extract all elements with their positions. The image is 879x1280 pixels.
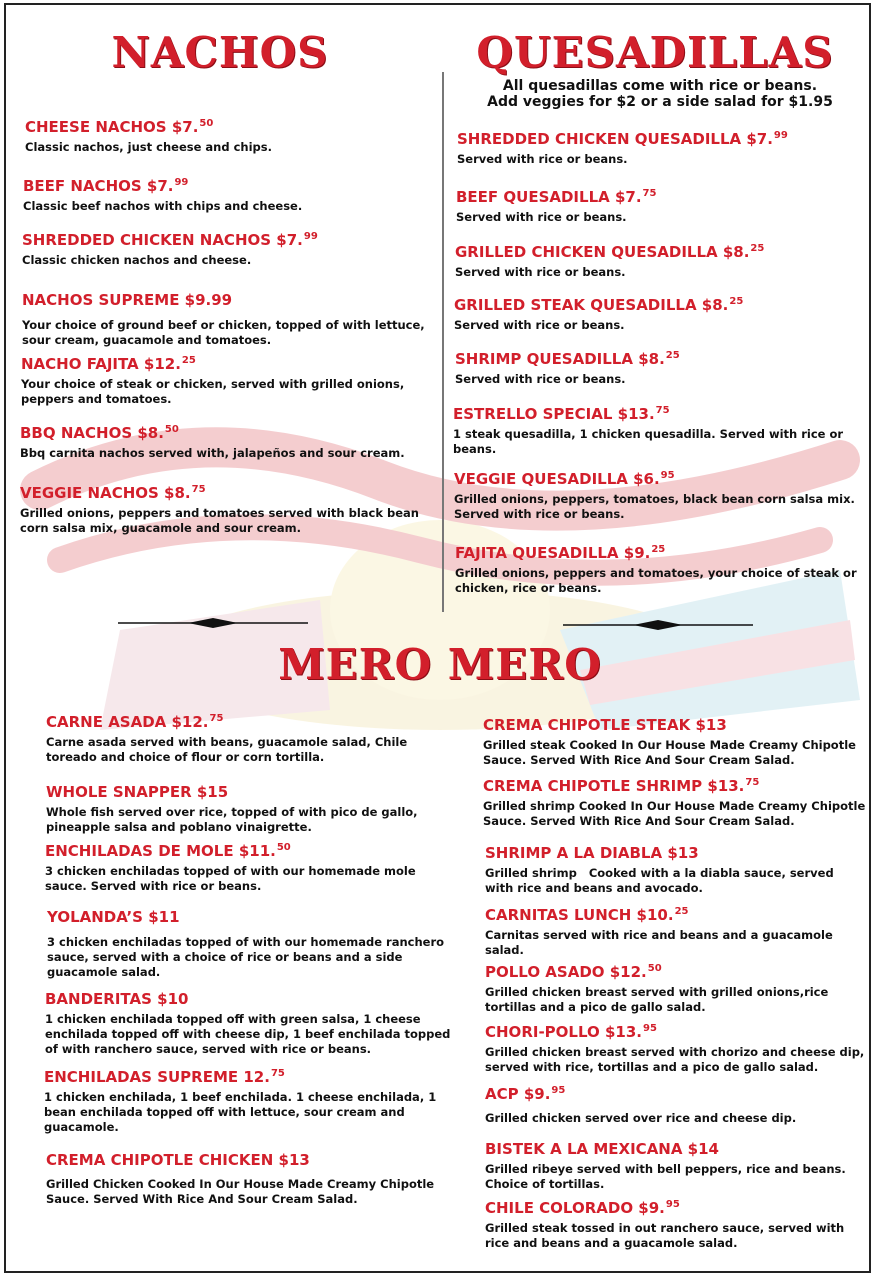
item-cents: 25 xyxy=(665,350,680,361)
item-cents: 50 xyxy=(164,424,179,435)
item-name: CHILE COLORADO $9. xyxy=(485,1199,665,1217)
item-description: Grilled ribeye served with bell peppers, rice and beans. Choice of tortillas. xyxy=(485,1162,846,1191)
menu-item xyxy=(44,1065,444,1135)
item-description: Served with rice or beans. xyxy=(454,318,625,332)
item-cents: 95 xyxy=(660,470,675,481)
menu-item xyxy=(483,713,868,768)
menu-item xyxy=(485,1137,865,1192)
menu-item xyxy=(45,987,455,1057)
item-cents: 75 xyxy=(209,713,224,724)
item-name: SHREDDED CHICKEN NACHOS $7. xyxy=(22,231,303,249)
item-cents: 50 xyxy=(199,118,214,129)
menu-item xyxy=(21,352,431,407)
item-name: ENCHILADAS DE MOLE $11. xyxy=(45,842,276,860)
item-name: FAJITA QUESADILLA $9. xyxy=(455,544,651,562)
item-name: BISTEK A LA MEXICANA $14 xyxy=(485,1140,719,1158)
quesadillas-heading: QUESADILLAS xyxy=(476,28,834,77)
item-name: SHRIMP QUESADILLA $8. xyxy=(455,350,665,368)
menu-item xyxy=(22,288,437,348)
item-name: SHREDDED CHICKEN QUESADILLA $7. xyxy=(457,130,773,148)
item-description: Served with rice or beans. xyxy=(457,152,628,166)
item-name: CREMA CHIPOTLE CHICKEN $13 xyxy=(46,1151,310,1169)
item-cents: 99 xyxy=(773,130,788,141)
menu-item xyxy=(47,905,447,980)
item-name: ENCHILADAS SUPREME 12. xyxy=(44,1068,270,1086)
item-description: Grilled shrimp Cooked In Our House Made Creamy Chipotle Sauce. Served With Rice And Sour Cream Salad. xyxy=(483,799,866,828)
item-cents: 99 xyxy=(303,231,318,242)
item-description: 1 steak quesadilla, 1 chicken quesadilla. Served with rice or beans. xyxy=(453,427,844,456)
item-description: 1 chicken enchilada, 1 beef enchilada. 1 cheese enchilada, 1 bean enchilada topped off with lettuce, sour cream and guacamole. xyxy=(44,1090,437,1134)
ornament-divider-right xyxy=(563,619,753,631)
item-description: Classic chicken nachos and cheese. xyxy=(22,253,252,267)
menu-item xyxy=(455,541,860,596)
menu-item xyxy=(46,780,441,835)
item-description: Classic beef nachos with chips and cheese. xyxy=(23,199,303,213)
item-description: 3 chicken enchiladas topped of with our homemade mole sauce. Served with rice or beans. xyxy=(45,864,416,893)
item-cents: 75 xyxy=(745,777,760,788)
menu-item xyxy=(454,293,859,333)
menu-item xyxy=(456,185,861,225)
menu-item xyxy=(20,421,430,461)
item-cents: 75 xyxy=(655,405,670,416)
menu-item xyxy=(20,481,435,536)
item-description: Carne asada served with beans, guacamole salad, Chile toreado and choice of flour or corn tortilla. xyxy=(46,735,408,764)
menu-item xyxy=(485,1082,865,1126)
item-cents: 75 xyxy=(191,484,206,495)
item-name: GRILLED CHICKEN QUESADILLA $8. xyxy=(455,243,750,261)
ornament-divider-left xyxy=(118,617,308,629)
item-cents: 95 xyxy=(642,1023,657,1034)
column-divider xyxy=(442,72,444,612)
menu-item xyxy=(485,903,865,958)
item-name: BEEF NACHOS $7. xyxy=(23,177,174,195)
item-description: Served with rice or beans. xyxy=(455,265,626,279)
item-cents: 25 xyxy=(674,906,689,917)
quesadillas-note-line-1: All quesadillas come with rice or beans. xyxy=(502,78,818,94)
item-cents: 95 xyxy=(551,1085,566,1096)
item-name: NACHO FAJITA $12. xyxy=(21,355,181,373)
item-cents: 25 xyxy=(729,296,744,307)
nachos-heading: NACHOS xyxy=(111,28,329,77)
item-description: Grilled steak tossed in out ranchero sauce, served with rice and beans and a guacamole salad. xyxy=(485,1221,845,1250)
item-name: ACP $9. xyxy=(485,1085,551,1103)
item-description: Whole fish served over rice, topped of with pico de gallo, pineapple salsa and poblano vinaigrette. xyxy=(46,805,418,834)
menu-item xyxy=(485,841,865,896)
quesadillas-note xyxy=(450,78,870,110)
item-description: Grilled chicken breast served with chorizo and cheese dip, served with rice, tortillas and a pico de gallo salad. xyxy=(485,1045,865,1074)
item-description: Carnitas served with rice and beans and a guacamole salad. xyxy=(485,928,833,957)
menu-item xyxy=(46,710,441,765)
menu-item xyxy=(455,347,860,387)
item-description: Your choice of ground beef or chicken, topped of with lettuce, sour cream, guacamole and tomatoes. xyxy=(22,318,425,347)
item-cents: 75 xyxy=(270,1068,285,1079)
item-cents: 95 xyxy=(665,1199,680,1210)
item-name: BEEF QUESADILLA $7. xyxy=(456,188,642,206)
menu-item xyxy=(454,467,864,522)
item-name: VEGGIE NACHOS $8. xyxy=(20,484,191,502)
item-description: Grilled onions, peppers, tomatoes, black bean corn salsa mix. Served with rice or beans. xyxy=(454,492,855,521)
item-cents: 75 xyxy=(642,188,657,199)
item-name: WHOLE SNAPPER $15 xyxy=(46,783,229,801)
item-description: 1 chicken enchilada topped off with green salsa, 1 cheese enchilada topped off with cheese dip, 1 beef enchilada topped of with ranchero sauce, served with rice or beans. xyxy=(45,1012,451,1056)
item-cents: 25 xyxy=(181,355,196,366)
item-name: SHRIMP A LA DIABLA $13 xyxy=(485,844,699,862)
item-name: CHORI-POLLO $13. xyxy=(485,1023,642,1041)
menu-item xyxy=(457,127,862,167)
menu-item xyxy=(22,228,432,268)
item-description: Grilled chicken breast served with grilled onions,rice tortillas and a pico de gallo salad. xyxy=(485,985,829,1014)
mero-mero-heading: MERO MERO xyxy=(278,640,602,689)
item-name: YOLANDA’S $11 xyxy=(47,908,180,926)
item-cents: 25 xyxy=(651,544,666,555)
item-name: CREMA CHIPOTLE SHRIMP $13. xyxy=(483,777,745,795)
item-name: CHEESE NACHOS $7. xyxy=(25,118,199,136)
item-description: Your choice of steak or chicken, served with grilled onions, peppers and tomatoes. xyxy=(21,377,405,406)
item-description: Grilled steak Cooked In Our House Made Creamy Chipotle Sauce. Served With Rice And Sour Cream Salad. xyxy=(483,738,856,767)
item-description: Served with rice or beans. xyxy=(455,372,626,386)
item-cents: 99 xyxy=(174,177,189,188)
menu-item xyxy=(455,240,860,280)
menu-item xyxy=(45,839,440,894)
item-cents: 25 xyxy=(750,243,765,254)
menu-item xyxy=(485,1020,870,1075)
item-name: GRILLED STEAK QUESADILLA $8. xyxy=(454,296,729,314)
item-name: POLLO ASADO $12. xyxy=(485,963,647,981)
item-name: CARNE ASADA $12. xyxy=(46,713,209,731)
item-description: Grilled onions, peppers and tomatoes, your choice of steak or chicken, rice or beans. xyxy=(455,566,857,595)
item-description: Grilled Chicken Cooked In Our House Made Creamy Chipotle Sauce. Served With Rice And Sour Cream Salad. xyxy=(46,1177,435,1206)
item-description: Bbq carnita nachos served with, jalapeños and sour cream. xyxy=(20,446,405,460)
menu-item xyxy=(483,774,871,829)
quesadillas-note-line-2: Add veggies for $2 or a side salad for $1.95 xyxy=(487,94,833,110)
item-name: ESTRELLO SPECIAL $13. xyxy=(453,405,655,423)
item-name: BANDERITAS $10 xyxy=(45,990,189,1008)
item-name: VEGGIE QUESADILLA $6. xyxy=(454,470,660,488)
item-description: 3 chicken enchiladas topped of with our homemade ranchero sauce, served with a choice of rice or beans and a side guacamole salad. xyxy=(47,935,445,979)
item-description: Grilled chicken served over rice and cheese dip. xyxy=(485,1111,797,1125)
menu-item xyxy=(453,402,858,457)
item-name: NACHOS SUPREME $9.99 xyxy=(22,291,233,309)
menu-item xyxy=(25,115,435,155)
item-name: CARNITAS LUNCH $10. xyxy=(485,906,674,924)
item-description: Classic nachos, just cheese and chips. xyxy=(25,140,272,154)
item-cents: 50 xyxy=(647,963,662,974)
menu-item xyxy=(485,1196,865,1251)
menu-item xyxy=(23,174,433,214)
menu-item xyxy=(46,1148,446,1207)
item-cents: 50 xyxy=(276,842,291,853)
item-description: Grilled shrimp Cooked with a la diabla sauce, served with rice and beans and avocado. xyxy=(485,866,838,895)
item-description: Served with rice or beans. xyxy=(456,210,627,224)
item-description: Grilled onions, peppers and tomatoes served with black bean corn salsa mix, guacamole and sour cream. xyxy=(20,506,419,535)
menu-item xyxy=(485,960,865,1015)
item-name: CREMA CHIPOTLE STEAK $13 xyxy=(483,716,727,734)
item-name: BBQ NACHOS $8. xyxy=(20,424,164,442)
